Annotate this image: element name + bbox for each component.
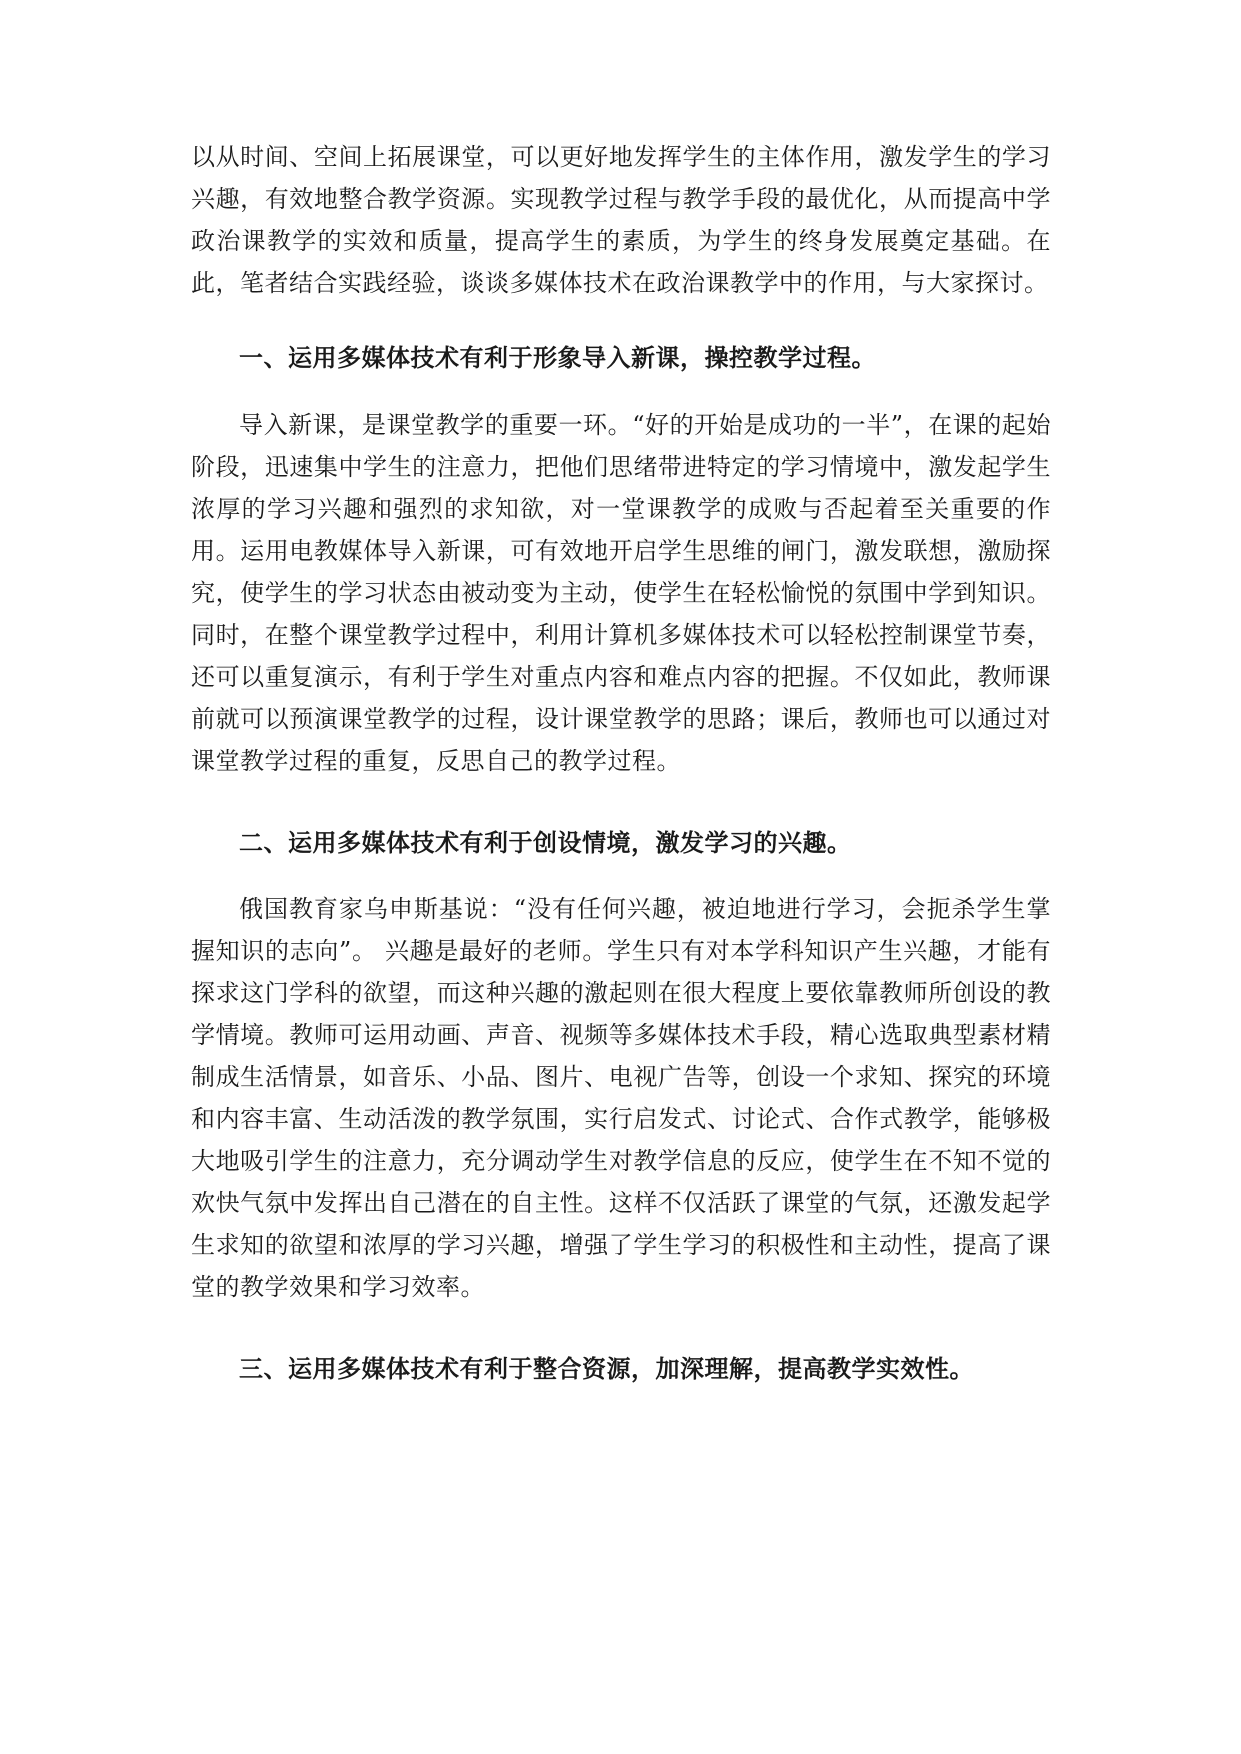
section-1-paragraph: 导入新课，是课堂教学的重要一环。“好的开始是成功的一半”，在课的起始阶段，迅速集中学生的注意力，把他们思绪带进特定的学习情境中，激发起学生浓厚的学习兴趣和强烈的求知欲，对一堂课教学的成败与否起着至关重要的作用。运用电教媒体导入新课，可有效地开启学生思维的闸门，激发联想，激励探究，使学生的学习状态由被动变为主动，使学生在轻松愉悦的氛围中学到知识。同时，在整个课堂教学过程中，利用计算机多媒体技术可以轻松控制课堂节奏，还可以重复演示，有利于学生对重点内容和难点内容的把握。不仅如此，教师课前就可以预演课堂教学的过程，设计课堂教学的思路；课后，教师也可以通过对课堂教学过程的重复，反思自己的教学过程。 bbox=[191, 411, 1051, 775]
intro-paragraph: 以从时间、空间上拓展课堂，可以更好地发挥学生的主体作用，激发学生的学习兴趣，有效地整合教学资源。实现教学过程与教学手段的最优化，从而提高中学政治课教学的实效和质量，提高学生的素质，为学生的终身发展奠定基础。在此，笔者结合实践经验，谈谈多媒体技术在政治课教学中的作用，与大家探讨。 bbox=[191, 143, 1051, 297]
section-heading-3: 三、运用多媒体技术有利于整合资源，加深理解，提高教学实效性。 bbox=[239, 1355, 974, 1383]
section-heading-1: 一、运用多媒体技术有利于形象导入新课，操控教学过程。 bbox=[239, 344, 876, 372]
section-heading-2: 二、运用多媒体技术有利于创设情境，激发学习的兴趣。 bbox=[239, 829, 852, 857]
section-2-paragraph: 俄国教育家乌申斯基说：“没有任何兴趣，被迫地进行学习，会扼杀学生掌握知识的志向”。 兴趣是最好的老师。学生只有对本学科知识产生兴趣，才能有探求这门学科的欲望，而这种兴趣的激起则在很大程度上要依靠教师所创设的教学情境。教师可运用动画、声音、视频等多媒体技术手段，精心选取典型素材精制成生活情景，如音乐、小品、图片、电视广告等，创设一个求知、探究的环境和内容丰富、生动活泼的教学氛围，实行启发式、讨论式、合作式教学，能够极大地吸引学生的注意力，充分调动学生对教学信息的反应，使学生在不知不觉的欢快气氛中发挥出自己潜在的自主性。这样不仅活跃了课堂的气氛，还激发起学生求知的欲望和浓厚的学习兴趣，增强了学生学习的积极性和主动性，提高了课堂的教学效果和学习效率。 bbox=[191, 895, 1051, 1301]
